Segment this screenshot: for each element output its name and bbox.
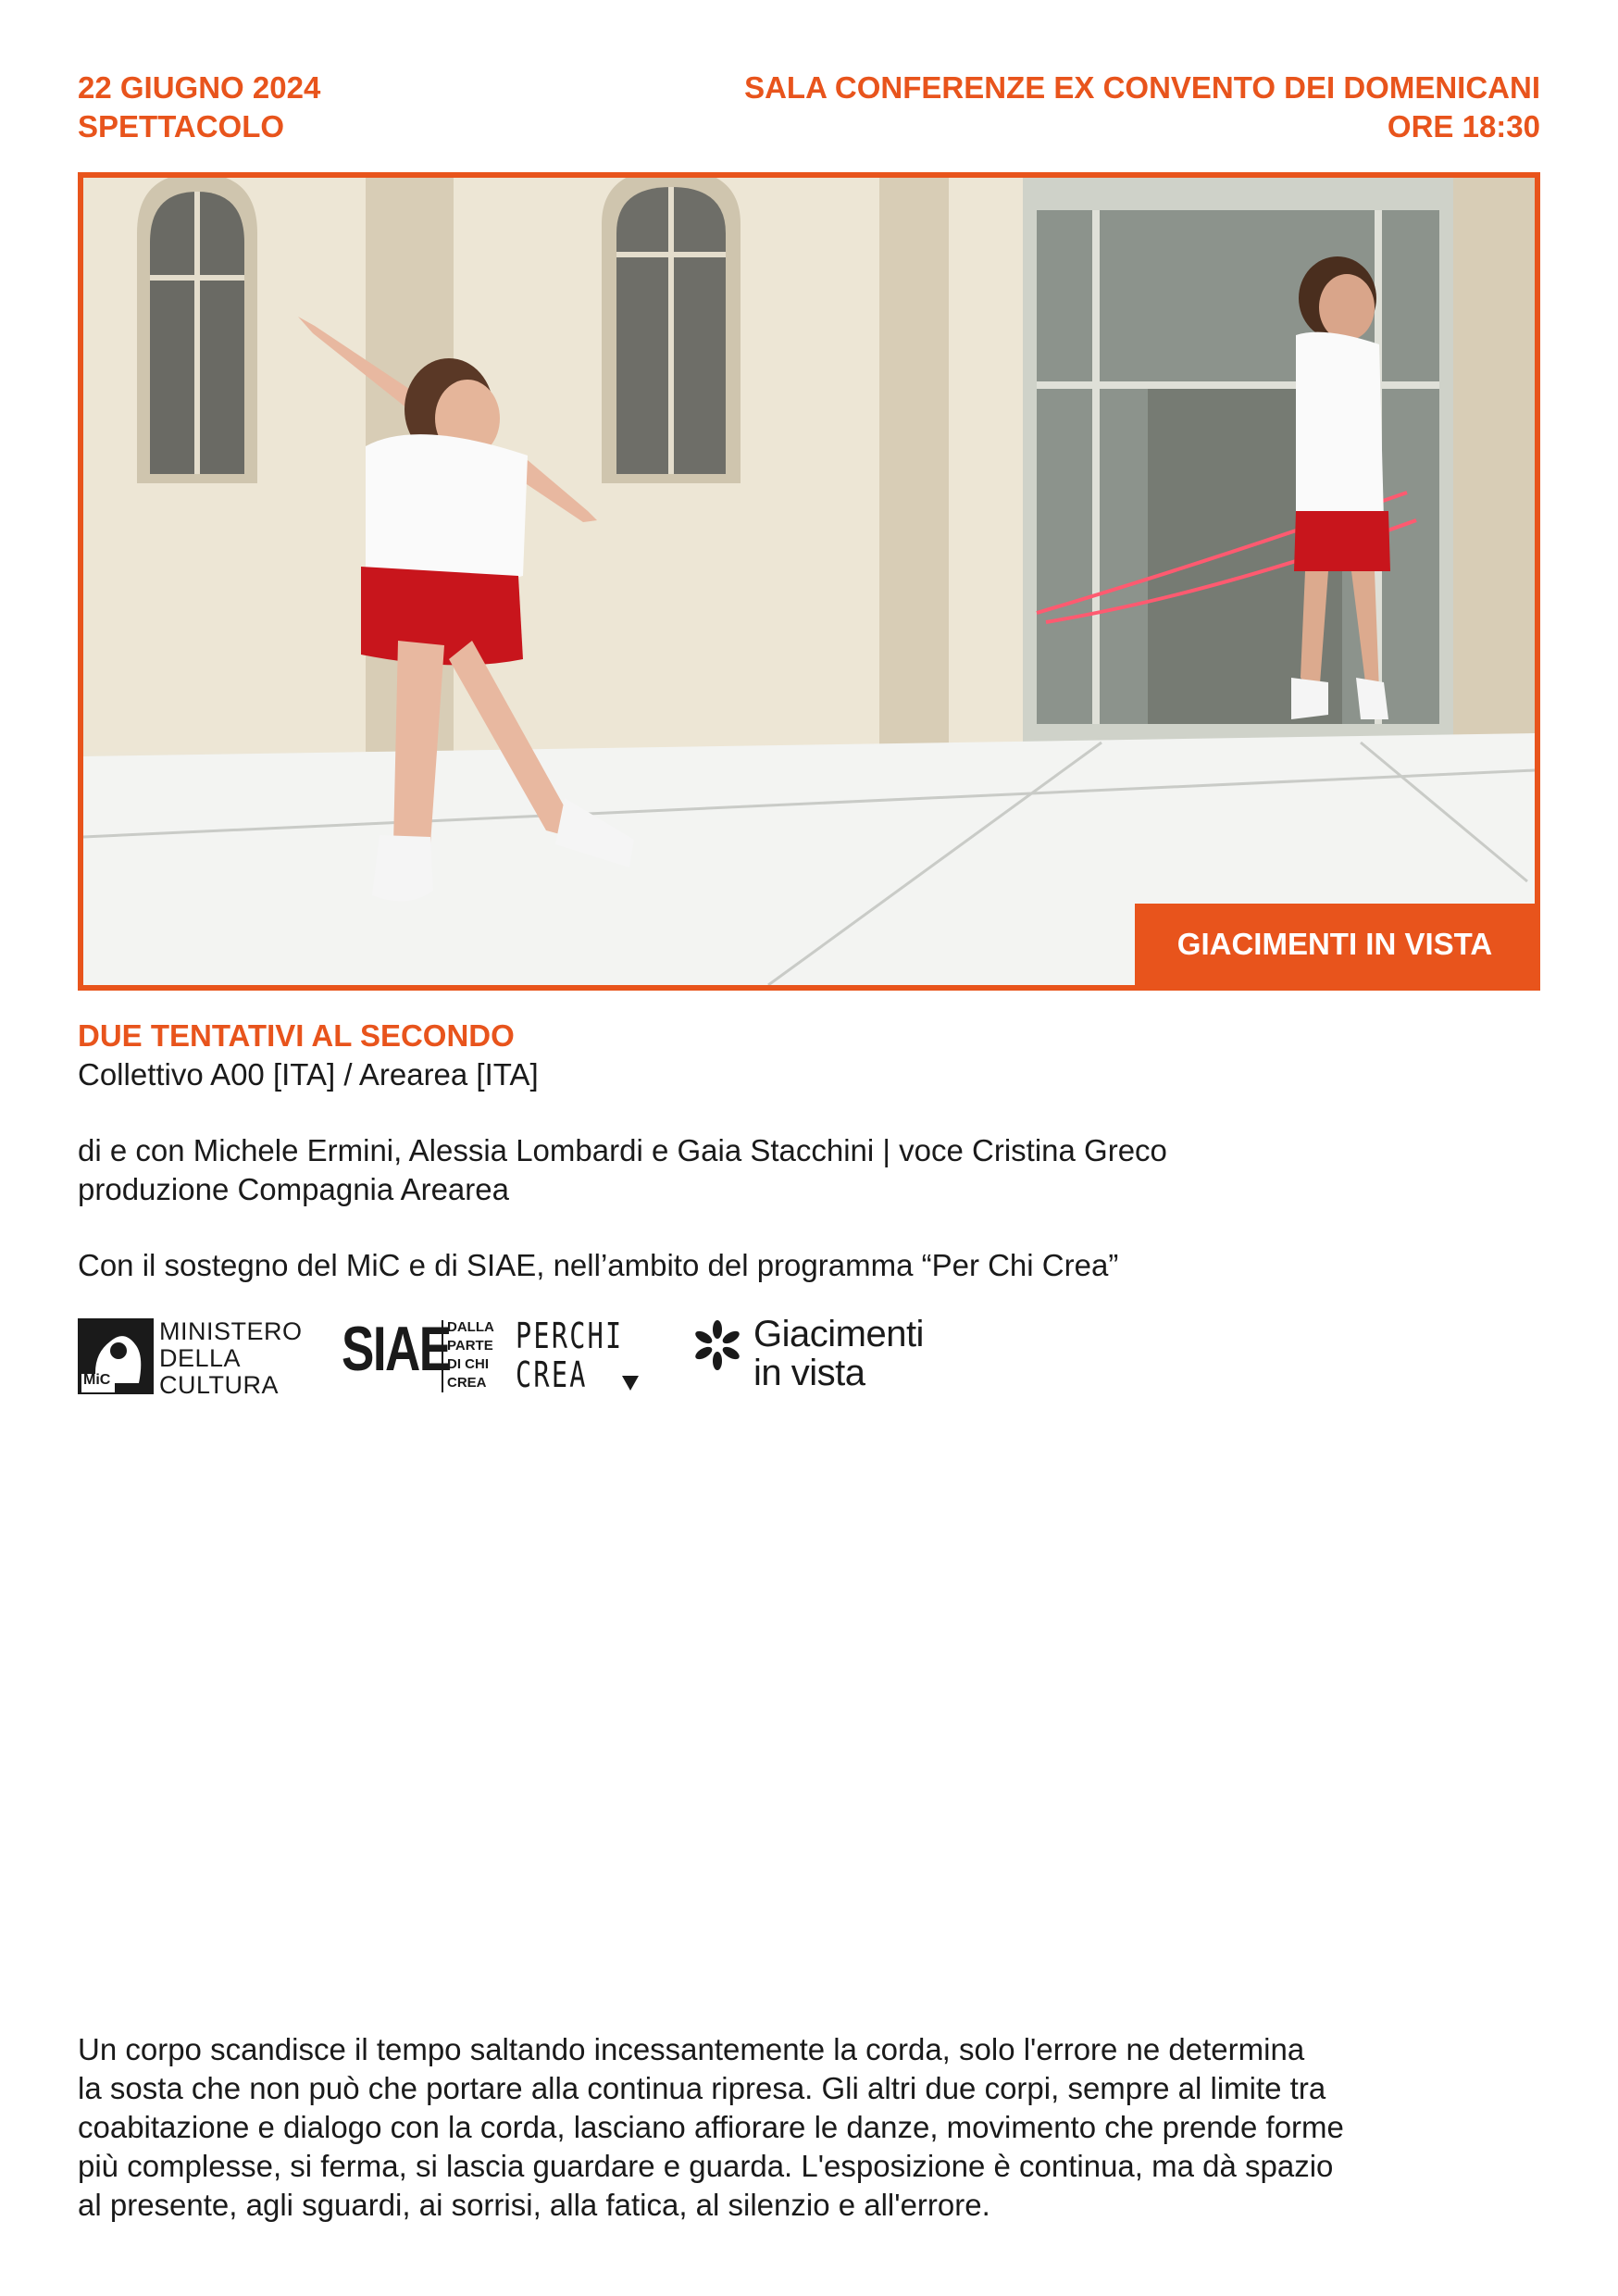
arched-window [137, 178, 257, 483]
stone-pillar [1453, 178, 1535, 752]
glass-doorway [1023, 178, 1453, 752]
event-date: 22 GIUGNO 2024 [78, 70, 321, 105]
giacimenti-line-2: in vista [753, 1353, 865, 1393]
mic-line-3: CULTURA [159, 1371, 280, 1399]
sponsor-logos [78, 1315, 1003, 1398]
siae-text-1: DALLA [447, 1319, 494, 1335]
photo-tag: GIACIMENTI IN VISTA [1135, 904, 1535, 985]
giacimenti-line-1: Giacimenti [753, 1314, 924, 1354]
siae-logo [342, 1314, 494, 1398]
giacimenti-logo [691, 1315, 996, 1398]
mic-logo [78, 1315, 309, 1398]
perchicrea-crea: CREA [516, 1354, 588, 1395]
description-line: Un corpo scandisce il tempo saltando incessantemente la corda, solo l'errore ne determina [78, 2032, 1305, 2066]
show-title: DUE TENTATIVI AL SECONDO [78, 1018, 515, 1053]
description-line: coabitazione e dialogo con la corda, lasciano affiorare le danze, movimento che prende forme [78, 2110, 1344, 2144]
credits-line-1: di e con Michele Ermini, Alessia Lombardi e Gaia Stacchini | voce Cristina Greco [78, 1133, 1167, 1167]
perchicrea-chi: CHI [569, 1316, 624, 1356]
credits-line-2: produzione Compagnia Arearea [78, 1172, 509, 1206]
event-venue: SALA CONFERENZE EX CONVENTO DEI DOMENICANI [744, 70, 1540, 105]
asterisk-flower-icon [691, 1318, 744, 1372]
description-line: la sosta che non può che portare alla continua ripresa. Gli altri due corpi, sempre al limite tra [78, 2071, 1326, 2105]
siae-mark: SIAE [342, 1314, 451, 1384]
mic-line-2: DELLA [159, 1344, 242, 1372]
siae-text-4: CREA [447, 1375, 487, 1391]
photo-illustration [83, 178, 1535, 985]
arched-window [602, 178, 741, 483]
performance-photo [78, 172, 1540, 991]
description-line: al presente, agli sguardi, ai sorrisi, alla fatica, al silenzio e all'errore. [78, 2188, 990, 2222]
event-time: ORE 18:30 [1387, 109, 1540, 144]
perchicrea-per: PER [516, 1316, 570, 1356]
triangle-down-icon [622, 1376, 639, 1392]
siae-text-3: DI CHI [447, 1356, 489, 1372]
support-text: Con il sostegno del MiC e di SIAE, nell’ambito del programma “Per Chi Crea” [78, 1248, 1119, 1282]
perchicrea-logo [516, 1315, 654, 1398]
event-type: SPETTACOLO [78, 109, 285, 144]
show-company: Collettivo A00 [ITA] / Arearea [ITA] [78, 1057, 539, 1092]
event-header-left [78, 69, 320, 146]
description-line: più complesse, si ferma, si lascia guardare e guarda. L'esposizione è continua, ma dà spazio [78, 2149, 1334, 2183]
stone-pillar [879, 178, 949, 752]
show-description [78, 2030, 1550, 2225]
mic-mark: MiC [83, 1372, 111, 1388]
mic-line-1: MINISTERO [159, 1317, 303, 1345]
siae-text-2: PARTE [447, 1338, 493, 1354]
event-header-right [744, 69, 1540, 146]
